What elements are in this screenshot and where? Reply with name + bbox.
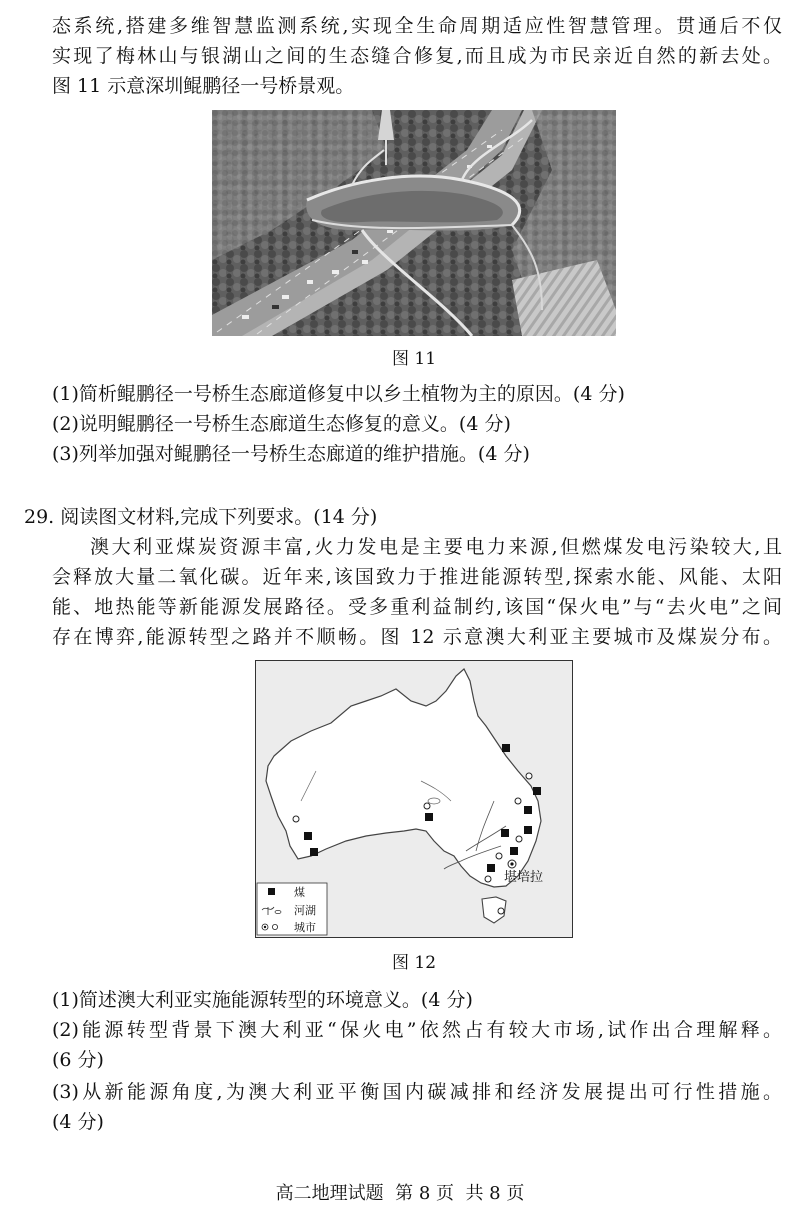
- coal-marker: [501, 829, 509, 837]
- australia-map: [255, 660, 573, 938]
- city-marker: [516, 836, 522, 842]
- q29-material-line-4: 存在博弈,能源转型之路并不顺畅。图 12 示意澳大利亚主要城市及煤炭分布。: [52, 626, 782, 648]
- city-marker: [526, 773, 532, 779]
- city-marker: [498, 908, 504, 914]
- q29-material-line-2: 会释放大量二氧化碳。近年来,该国致力于推进能源转型,探索水能、风能、太阳: [52, 566, 782, 588]
- city-marker: [293, 816, 299, 822]
- coal-marker: [425, 813, 433, 821]
- q29-heading: 29. 阅读图文材料,完成下列要求。(14 分): [24, 506, 378, 528]
- city-marker: [515, 798, 521, 804]
- q29-item-2: (2)能源转型背景下澳大利亚“保火电”依然占有较大市场,试作出合理解释。: [52, 1019, 782, 1041]
- coal-marker: [524, 826, 532, 834]
- canberra-label: 堪培拉: [504, 870, 544, 885]
- q29-item-3-score: (4 分): [52, 1111, 104, 1133]
- intro-line-2: 实现了梅林山与银湖山之间的生态缝合修复,而且成为市民亲近自然的新去处。: [52, 45, 782, 67]
- coal-marker: [304, 832, 312, 840]
- page-footer: 高二地理试题 第 8 页 共 8 页: [275, 1183, 525, 1204]
- figure-12-caption: 图 12: [391, 953, 437, 973]
- q29-item-1: (1)简述澳大利亚实施能源转型的环境意义。(4 分): [52, 989, 473, 1011]
- q28-item-3: (3)列举加强对鲲鹏径一号桥生态廊道的维护措施。(4 分): [52, 443, 530, 465]
- city-marker: [496, 853, 502, 859]
- q28-item-2: (2)说明鲲鹏径一号桥生态廊道生态修复的意义。(4 分): [52, 413, 511, 435]
- q29-item-3: (3)从新能源角度,为澳大利亚平衡国内碳减排和经济发展提出可行性措施。: [52, 1081, 782, 1103]
- coal-marker: [502, 744, 510, 752]
- coal-marker: [310, 848, 318, 856]
- coal-marker: [510, 847, 518, 855]
- map-legend: [257, 883, 327, 935]
- intro-line-1: 态系统,搭建多维智慧监测系统,实现全生命周期适应性智慧管理。贯通后不仅: [52, 15, 782, 37]
- coal-marker: [524, 806, 532, 814]
- coal-marker: [533, 787, 541, 795]
- legend-coal-label: 煤: [294, 886, 305, 899]
- bridge-photo: [212, 110, 616, 336]
- city-marker: [424, 803, 430, 809]
- legend-river-label: 河湖: [294, 904, 316, 917]
- q29-material-line-1: 澳大利亚煤炭资源丰富,火力发电是主要电力来源,但燃煤发电污染较大,且: [90, 536, 782, 558]
- coal-marker: [487, 864, 495, 872]
- q29-material-line-3: 能、地热能等新能源发展路径。受多重利益制约,该国“保火电”与“去火电”之间: [52, 596, 782, 618]
- figure-11-caption: 图 11: [391, 349, 437, 369]
- city-marker: [485, 876, 491, 882]
- q29-item-2-score: (6 分): [52, 1049, 104, 1071]
- intro-line-3: 图 11 示意深圳鲲鹏径一号桥景观。: [52, 75, 355, 97]
- capital-marker: [508, 860, 516, 868]
- legend-city-label: 城市: [294, 921, 316, 934]
- q28-item-1: (1)简析鲲鹏径一号桥生态廊道修复中以乡土植物为主的原因。(4 分): [52, 383, 625, 405]
